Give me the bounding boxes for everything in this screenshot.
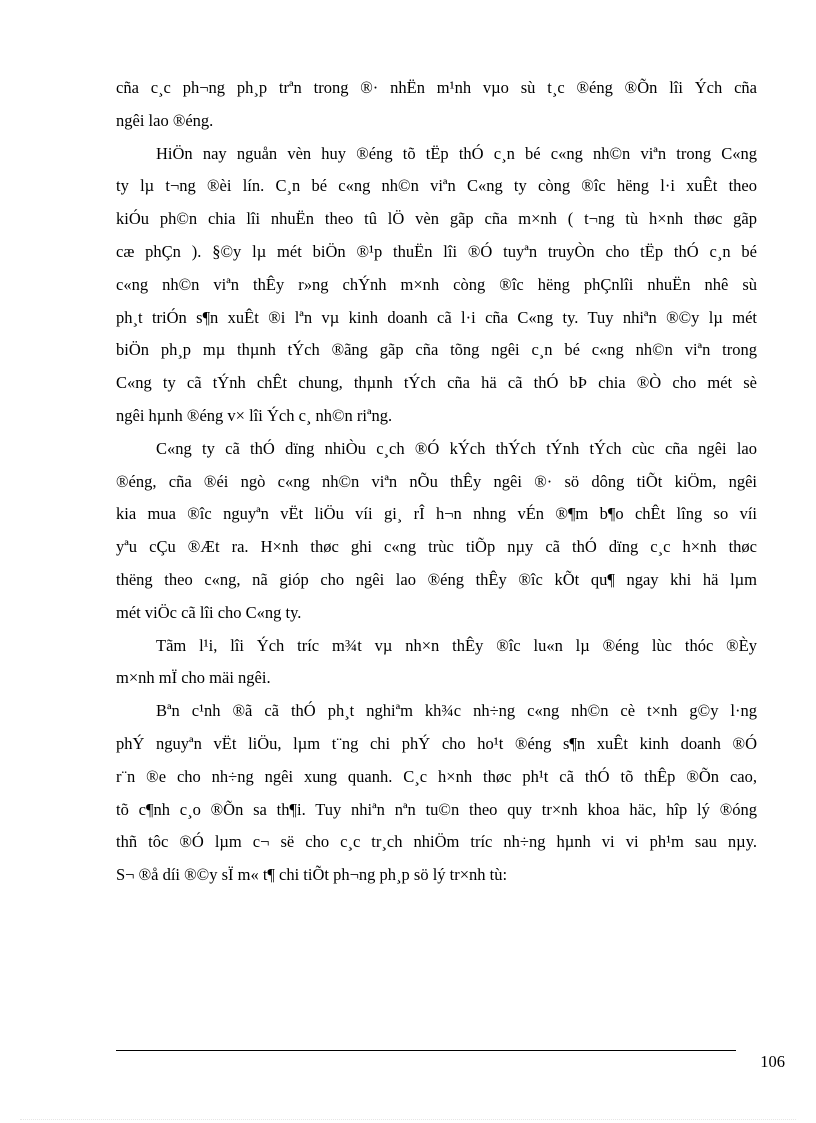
text-line: yªu cÇu ®Æt ra. H×nh thøc ghi c«ng trùc tiÕp nµy cã thÓ dïng c¸c h×nh thøc [116,537,757,557]
text-line: phÝ nguyªn vËt liÖu, lµm t¨ng chi phÝ cho ho¹t ®éng s¶n xuÊt kinh doanh ®Ó [116,733,757,753]
text-line: biÖn ph¸p mµ thµnh tÝch ®ãng gãp cña tõng ngêi c¸n bé c«ng nh©n viªn trong [116,340,757,360]
text-line: kia mua ®îc nguyªn vËt liÖu víi gi¸ rÎ h¬n nhng vÉn ®¶m b¶o chÊt lîng so víi [116,504,757,524]
text-line: c«ng nh©n viªn thÊy r»ng chÝnh m×nh còng ®îc hëng phÇnlîi nhuËn nhê sù [116,274,757,294]
text-line: ty lµ t¬ng ®èi lín. C¸n bé c«ng nh©n viªn C«ng ty còng ®îc hëng l·i xuÊt theo [116,176,757,196]
text-line: cña c¸c ph¬ng ph¸p trªn trong ®· nhËn m¹nh vµo sù t¸c ®éng ®Õn lîi Ých cña [116,78,757,97]
text-line: Bªn c¹nh ®ã cã thÓ ph¸t nghiªm kh¾c nh÷ng c«ng nh©n cè t×nh g©y l·ng [156,701,757,721]
footer-divider [116,1050,736,1051]
text-line: kiÓu ph©n chia lîi nhuËn theo tû lÖ vèn gãp cña m×nh ( t¬ng tù h×nh thøc gãp [116,209,757,229]
text-line: mét viÖc cã lîi cho C«ng ty. [116,602,302,622]
text-line: Tãm l¹i, lîi Ých tríc m¾t vµ nh×n thÊy ®îc lu«n lµ ®éng lùc thóc ®Èy [156,635,757,655]
page-number: 106 [760,1052,785,1071]
text-line: ph¸t triÓn s¶n xuÊt ®i lªn vµ kinh doanh cã l·i cña C«ng ty. Tuy nhiªn ®©y lµ mét [116,307,757,327]
text-line: thëng theo c«ng, nã gióp cho ngêi lao ®éng thÊy ®îc kÕt qu¶ ngay khi hä lµm [116,569,757,589]
text-line: ®éng, cña ®éi ngò c«ng nh©n viªn nÕu thÊy ngêi ®· sö dông tiÕt kiÖm, ngêi [116,471,757,491]
page-bottom-border [20,1119,796,1120]
text-line: r¨n ®e cho nh÷ng ngêi xung quanh. C¸c h×nh thøc ph¹t cã thÓ tõ thÊp ®Õn cao, [116,766,757,786]
text-line: S¬ ®å díi ®©y sÏ m« t¶ chi tiÕt ph¬ng ph¸p sö lý tr×nh tù: [116,865,508,885]
text-line: ngêi lao ®éng. [116,110,214,130]
text-line: HiÖn nay nguån vèn huy ®éng tõ tËp thÓ c¸n bé c«ng nh©n viªn trong C«ng [156,143,757,163]
body-text [116,74,757,894]
text-line: C«ng ty cã thÓ dïng nhiÒu c¸ch ®Ó kÝch thÝch tÝnh tÝch cùc cña ngêi lao [156,438,757,458]
text-line: C«ng ty cã tÝnh chÊt chung, thµnh tÝch cña hä cã thÓ bÞ chia ®Ò cho mét sè [116,373,757,393]
text-line: cæ phÇn ). §©y lµ mét biÖn ®¹p thuËn lîi ®Ó tuyªn truyÒn cho tËp thÓ c¸n bé [116,241,757,261]
text-line: ngêi hµnh ®éng v× lîi Ých c¸ nh©n riªng. [116,405,393,425]
text-line: m×nh mÏ cho mäi ngêi. [116,668,271,688]
text-line: tõ c¶nh c¸o ®Õn sa th¶i. Tuy nhiªn nªn tu©n theo quy tr×nh khoa häc, hîp lý ®óng [116,799,757,819]
text-line: thñ tôc ®Ó lµm c¬ së cho c¸c tr¸ch nhiÖm tríc nh÷ng hµnh vi vi ph¹m sau nµy. [116,832,757,852]
